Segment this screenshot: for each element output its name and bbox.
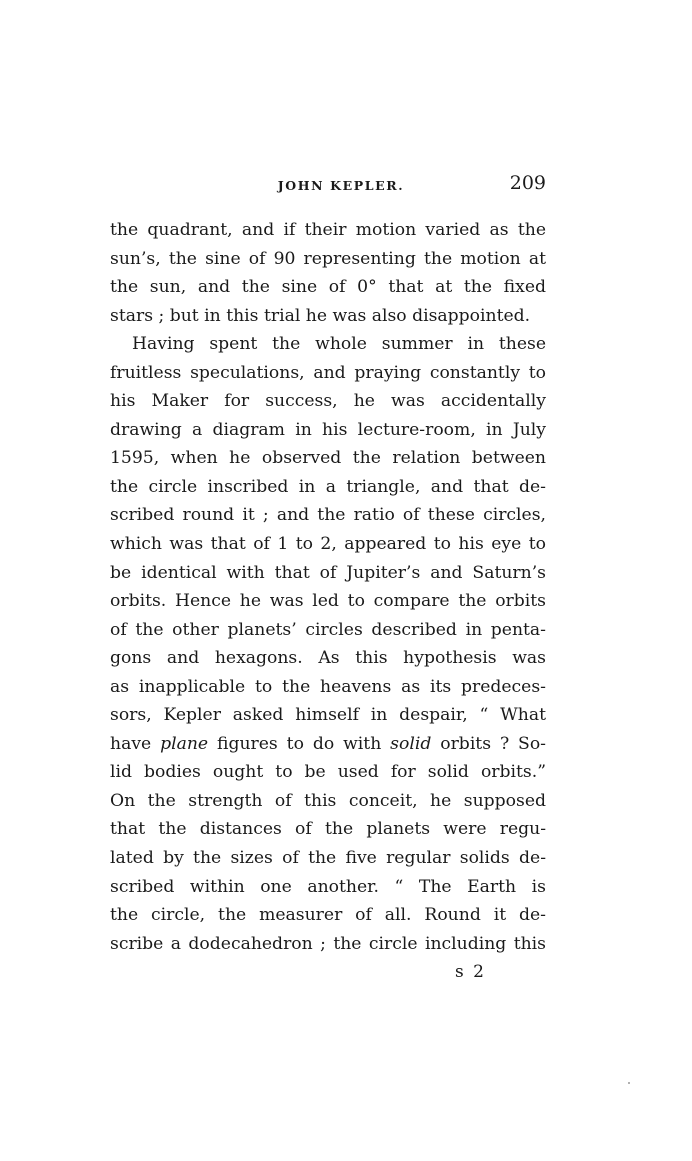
text-line [110, 930, 546, 959]
text-run: gons and hexagons. As this hypothesis was [110, 648, 546, 669]
text-line [110, 673, 546, 702]
text-run: orbits ? So- [431, 733, 546, 754]
text-line [110, 216, 546, 245]
text-run: On the strength of this conceit, he supposed [110, 790, 546, 811]
italic-word: solid [390, 733, 432, 754]
text-line [110, 501, 546, 530]
text-run: fruitless speculations, and praying constantly to [110, 362, 546, 383]
text-line [110, 416, 546, 445]
text-line [110, 559, 546, 588]
text-line [110, 758, 546, 787]
body-text [110, 216, 546, 958]
running-title: JOHN KEPLER. [277, 178, 405, 193]
text-run: the sun, and the sine of 0° that at the fixed [110, 277, 546, 298]
text-line [110, 901, 546, 930]
text-line [110, 787, 546, 816]
text-line [110, 844, 546, 873]
text-line [110, 530, 546, 559]
text-run: the circle, the measurer of all. Round it de- [110, 905, 546, 926]
text-run: the quadrant, and if their motion varied as the [110, 220, 546, 240]
text-line [110, 587, 546, 616]
text-line [110, 302, 546, 331]
signature-mark: s 2 [455, 962, 486, 982]
text-run: lid bodies ought to be used for solid orbits.” [110, 762, 546, 783]
text-run: scribed within one another. “ The Earth is [110, 876, 546, 897]
text-run: drawing a diagram in his lecture-room, in July [110, 419, 546, 440]
text-line [110, 701, 546, 730]
text-line [110, 730, 546, 759]
text-line [110, 273, 546, 302]
text-line [110, 444, 546, 473]
page-speck [628, 1082, 630, 1084]
text-line [110, 815, 546, 844]
text-run: be identical with that of Jupiter’s and Saturn’s [110, 562, 546, 583]
text-line [110, 330, 546, 359]
text-run: have [110, 733, 161, 754]
text-run: of the other planets’ circles described in penta- [110, 619, 546, 640]
text-line [110, 359, 546, 388]
text-line [110, 873, 546, 902]
text-run: that the distances of the planets were regu- [110, 819, 546, 840]
text-run: which was that of 1 to 2, appeared to his eye to [110, 534, 546, 555]
text-run: as inapplicable to the heavens as its predeces- [110, 676, 546, 697]
text-run: lated by the sizes of the five regular solids de- [110, 848, 546, 869]
text-run: Having spent the whole summer in these [132, 334, 546, 355]
text-line [110, 616, 546, 645]
text-run: orbits. Hence he was led to compare the orbits [110, 591, 546, 612]
text-run: his Maker for success, he was accidentally [110, 391, 546, 412]
page-number: 209 [509, 172, 546, 194]
text-line [110, 644, 546, 673]
text-run: figures to do with [208, 733, 391, 754]
text-line [110, 387, 546, 416]
italic-word: plane [160, 733, 209, 754]
text-run: the circle inscribed in a triangle, and that de- [110, 476, 546, 497]
text-run: stars ; but in this trial he was also disappointed. [110, 305, 531, 326]
text-run: sors, Kepler asked himself in despair, “ What [110, 705, 546, 726]
text-run: scribe a dodecahedron ; the circle including this [110, 933, 546, 954]
text-run: sun’s, the sine of 90 representing the motion at [110, 248, 546, 269]
text-run: 1595, when he observed the relation between [110, 448, 546, 469]
text-line [110, 473, 546, 502]
text-run: scribed round it ; and the ratio of these circles, [110, 505, 546, 526]
text-line [110, 245, 546, 274]
running-head [110, 172, 546, 202]
